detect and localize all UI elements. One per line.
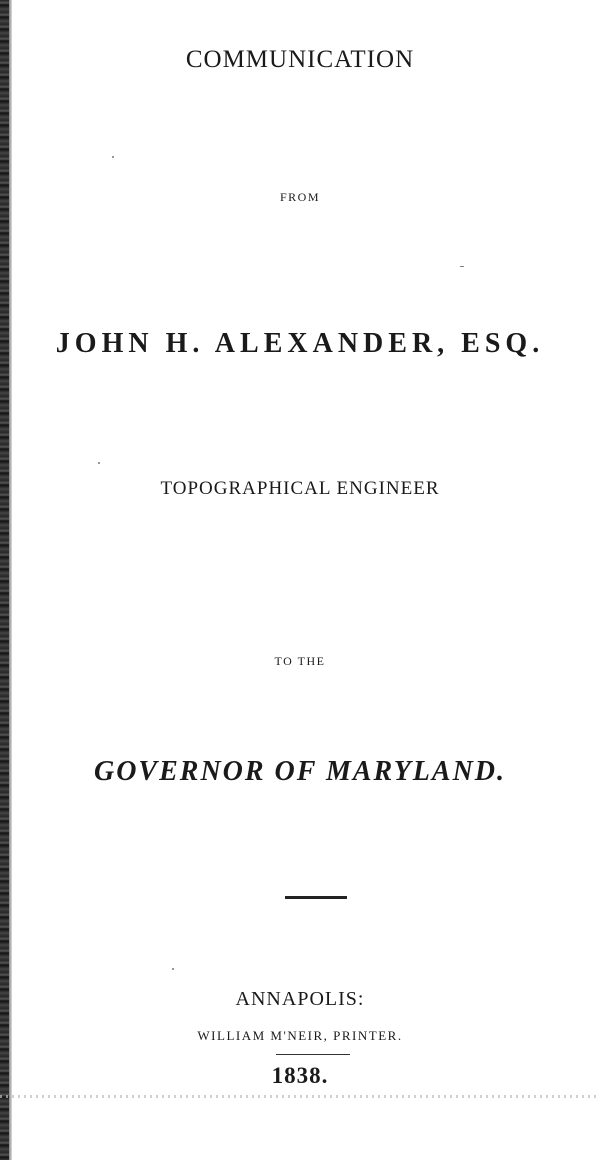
author-name: JOHN H. ALEXANDER, ESQ. [55, 328, 545, 359]
from-line: FROM [279, 190, 320, 204]
decorative-rule [285, 896, 347, 899]
author-role: TOPOGRAPHICAL ENGINEER [160, 478, 440, 499]
imprint-year: 1838. [271, 1063, 329, 1088]
binding-shadow [9, 0, 12, 1160]
imprint-rule [276, 1054, 350, 1055]
to-the-line: TO THE [274, 654, 326, 668]
paper-speck [112, 156, 114, 158]
recipient-line: GOVERNOR OF MARYLAND. [93, 756, 507, 787]
paper-speck [460, 266, 464, 267]
paper-speck [172, 968, 174, 970]
binding-edge [0, 0, 9, 1160]
imprint-place: ANNAPOLIS: [235, 988, 365, 1010]
paper-speck [98, 462, 100, 464]
title-heading: COMMUNICATION [185, 46, 415, 73]
scan-edge [0, 1095, 600, 1098]
imprint-printer: WILLIAM M'NEIR, PRINTER. [197, 1028, 403, 1043]
